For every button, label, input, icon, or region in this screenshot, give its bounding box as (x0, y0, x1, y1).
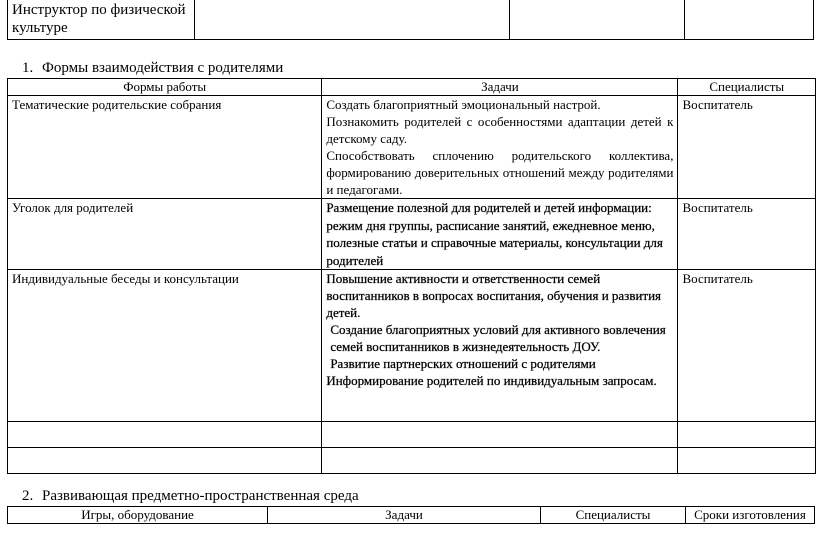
specialist-cell: Воспитатель (678, 270, 816, 422)
top-table-cell (510, 0, 685, 40)
forms-table (7, 78, 816, 474)
empty-cell (8, 422, 322, 448)
task-text: Информирование родителей по индивидуальным запросам. (326, 373, 657, 388)
tasks-cell (322, 199, 678, 270)
empty-cell (8, 448, 322, 474)
form-cell: Индивидуальные беседы и консультации (8, 270, 322, 422)
table-row (8, 270, 816, 422)
task-text: Размещение полезной для родителей и детей информации: режим дня группы, расписание занятий, ежедневное меню, полезные статьи и справочные материалы, консультации для родителей (326, 200, 663, 268)
table-row (8, 199, 816, 270)
empty-cell (322, 422, 678, 448)
specialist-cell: Воспитатель (678, 96, 816, 199)
column-header-games: Игры, оборудование (8, 507, 268, 524)
section2-heading (22, 487, 359, 505)
table-header-row (8, 507, 815, 524)
instructor-label: Инструктор по физической культуре (12, 2, 186, 36)
empty-cell (678, 448, 816, 474)
task-text: Повышение активности и ответственности семей воспитанников в вопросах воспитания, обучения и развития детей. (326, 271, 662, 320)
form-cell: Уголок для родителей (8, 199, 322, 270)
table-row (8, 448, 816, 474)
section1-title: Формы взаимодействия с родителями (42, 60, 284, 76)
column-header-specialists: Специалисты (541, 507, 686, 524)
tasks-cell (322, 270, 678, 422)
top-table-label-cell (8, 0, 195, 40)
tasks-cell (322, 96, 678, 199)
section2-title: Развивающая предметно-пространственная среда (42, 488, 359, 504)
environment-table (7, 506, 815, 524)
section1-number: 1. (22, 60, 34, 76)
column-header-deadlines: Сроки изготовления (686, 507, 815, 524)
section1-heading (22, 59, 283, 77)
column-header-tasks: Задачи (268, 507, 541, 524)
task-text: Развитие партнерских отношений с родителями (330, 356, 596, 371)
task-text: Познакомить родителей с особенностями адаптации детей к детскому саду. (326, 114, 674, 146)
top-table-cell (685, 0, 814, 40)
specialist-cell: Воспитатель (678, 199, 816, 270)
table-row (8, 422, 816, 448)
column-header-forms: Формы работы (8, 79, 322, 96)
top-table-cell (195, 0, 510, 40)
column-header-tasks: Задачи (322, 79, 678, 96)
table-row (8, 96, 816, 199)
table-header-row (8, 79, 816, 96)
form-cell: Тематические родительские собрания (8, 96, 322, 199)
table-row (8, 0, 814, 40)
column-header-specialists: Специалисты (678, 79, 816, 96)
task-text: Способствовать сплочению родительского коллектива, формированию доверительных отношений между родителями и педагогами. (326, 148, 674, 197)
task-text: Создание благоприятных условий для активного вовлечения семей воспитанников в жизнедеятельность ДОУ. (330, 322, 666, 354)
top-table (7, 0, 814, 40)
section2-number: 2. (22, 488, 34, 504)
task-text: Создать благоприятный эмоциональный настрой. (326, 97, 601, 112)
empty-cell (322, 448, 678, 474)
empty-cell (678, 422, 816, 448)
